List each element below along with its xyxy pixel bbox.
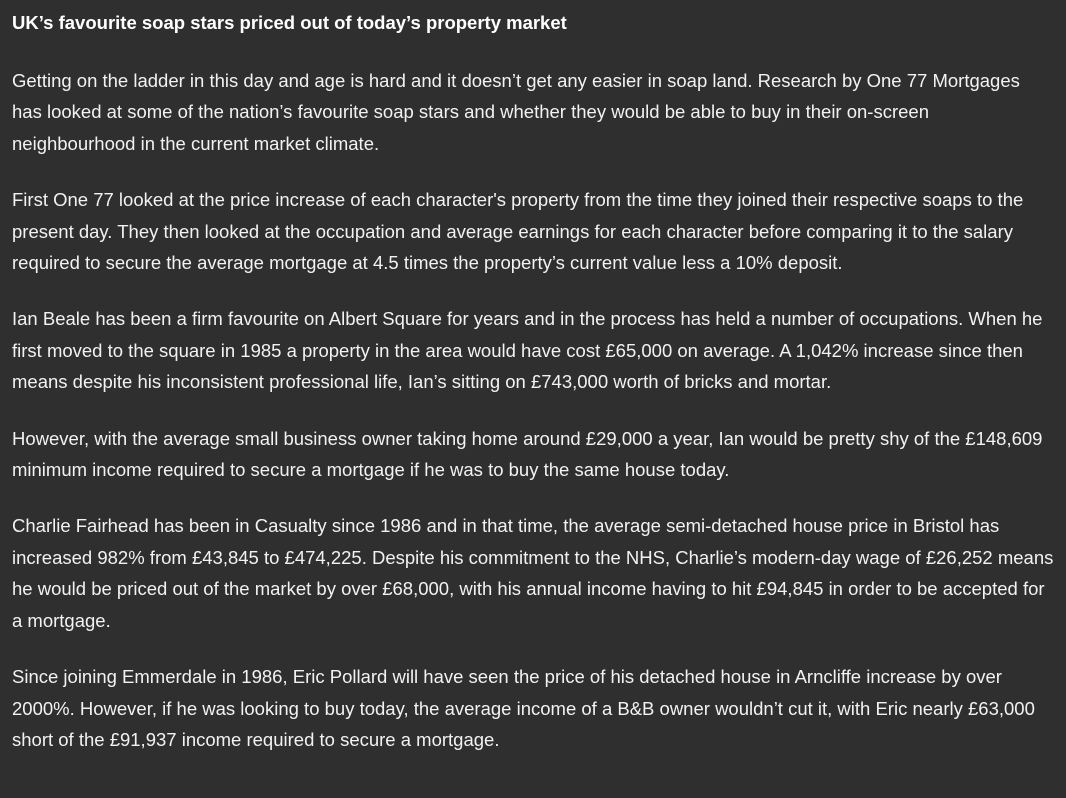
paragraph-ian-beale-income: However, with the average small business owner taking home around £29,000 a year, Ian would be pretty shy of the £148,609 minimum income required to secure a mortgage if he was to buy the same house today. (12, 427, 1043, 481)
paragraph-methodology: First One 77 looked at the price increase of each character's property from the time they joined their respective soaps to the present day. They then looked at the occupation and average earnings for each character before comparing it to the salary required to secure the average mortgage at 4.5 times the property’s current value less a 10% deposit. (12, 189, 1024, 274)
paragraph-ian-beale: Ian Beale has been a firm favourite on Albert Square for years and in the process has held a number of occupations. When he first moved to the square in 1985 a property in the area would have cost £65,000 on average. A 1,042% increase since then means despite his inconsistent professional life, Ian’s sitting on £743,000 worth of bricks and mortar. (12, 308, 1043, 393)
article-title: UK’s favourite soap stars priced out of today’s property market (12, 12, 567, 33)
paragraph-charlie-fairhead: Charlie Fairhead has been in Casualty since 1986 and in that time, the average semi-detached house price in Bristol has increased 982% from £43,845 to £474,225. Despite his commitment to the NHS, Charlie’s modern-day wage of £26,252 means he would be priced out of the market by over £68,000, with his annual income having to hit £94,845 in order to be accepted for a mortgage. (12, 515, 1054, 631)
paragraph-intro: Getting on the ladder in this day and age is hard and it doesn’t get any easier in soap land. Research by One 77 Mortgages has looked at some of the nation’s favourite soap stars and whether they would be able to buy in their on-screen neighbourhood in the current market climate. (12, 70, 1020, 154)
paragraph-eric-pollard: Since joining Emmerdale in 1986, Eric Pollard will have seen the price of his detached house in Arncliffe increase by over 2000%. However, if he was looking to buy today, the average income of a B&B owner wouldn’t cut it, with Eric nearly £63,000 short of the £91,937 income required to secure a mortgage. (12, 666, 1035, 750)
